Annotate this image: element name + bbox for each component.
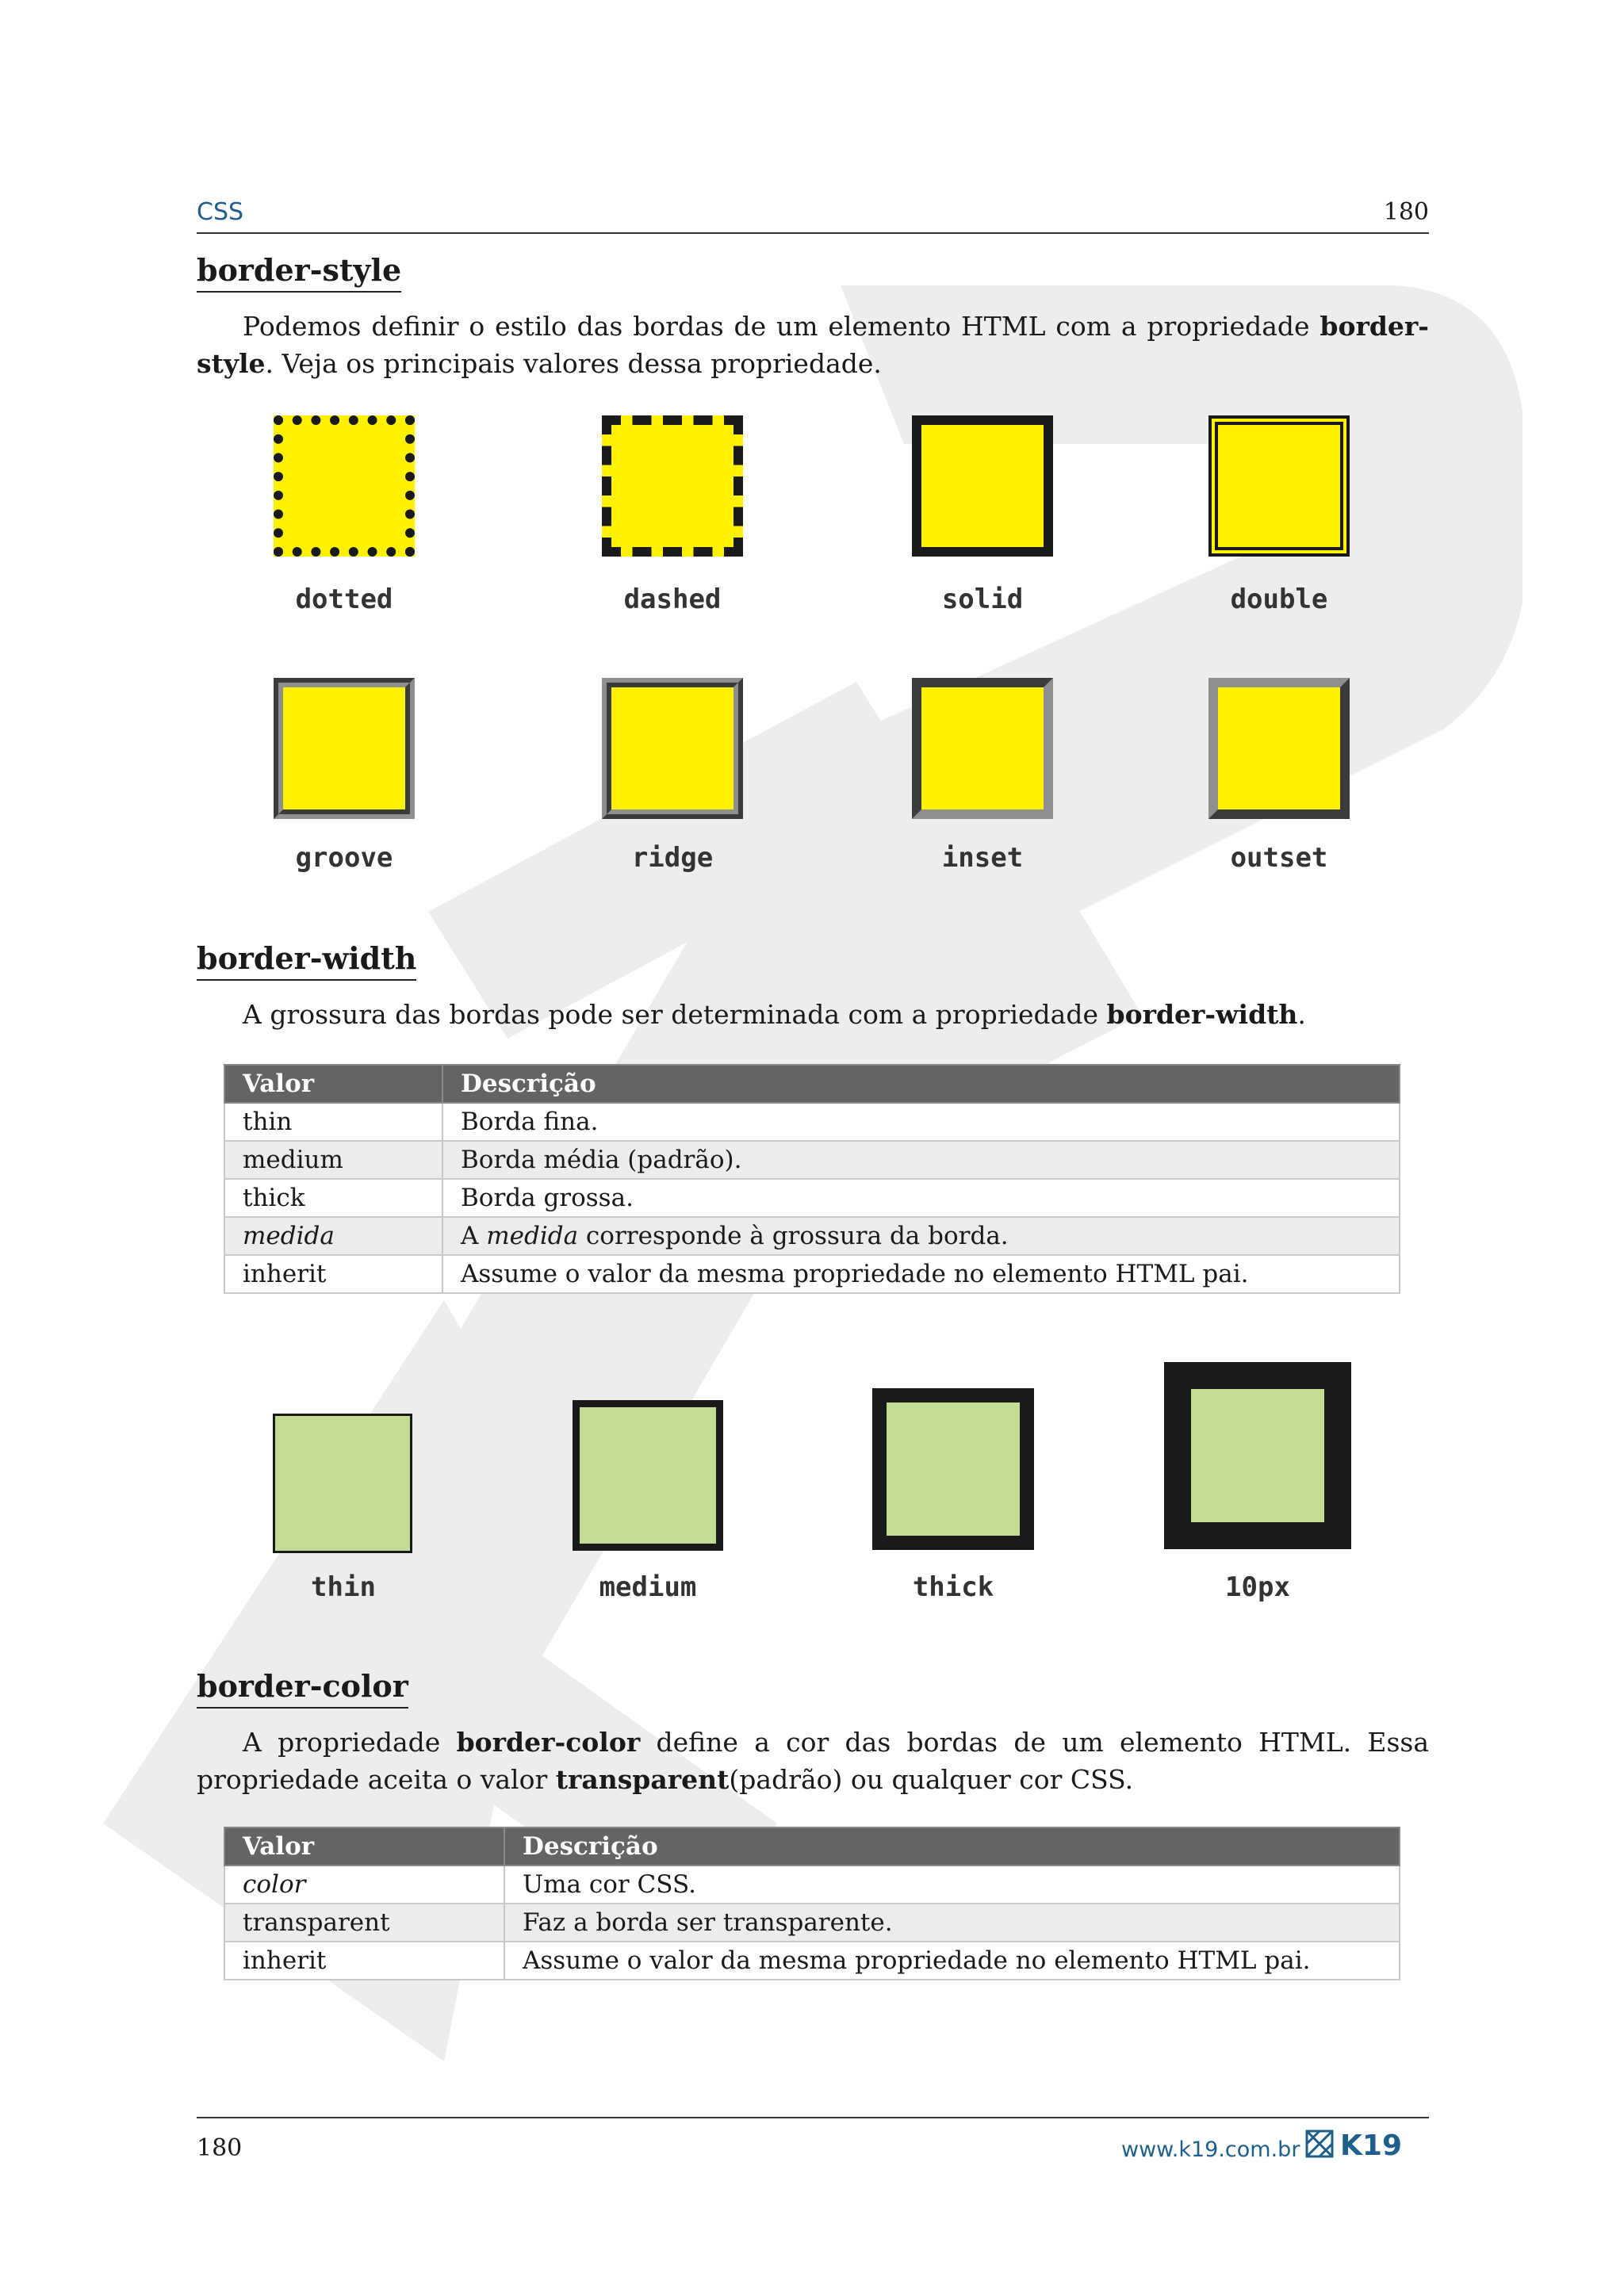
cell-value: inherit	[224, 1255, 442, 1293]
box-inset	[912, 678, 1053, 819]
header-rule	[197, 232, 1429, 234]
label-dashed: dashed	[623, 584, 722, 615]
cell-value: thin	[224, 1103, 442, 1141]
cell-value: color	[224, 1866, 504, 1904]
box-10px	[1164, 1362, 1351, 1549]
box-medium	[573, 1400, 723, 1551]
label-outset: outset	[1230, 842, 1328, 874]
text: corresponde à grossura da borda.	[578, 1222, 1009, 1250]
label-thick: thick	[912, 1571, 994, 1603]
cell-value: medida	[224, 1217, 442, 1255]
footer-url-link[interactable]: www.k19.com.br	[1121, 2137, 1300, 2162]
table-row	[224, 1866, 1400, 1904]
header-descricao: Descrição	[442, 1065, 1400, 1103]
table-row	[224, 1904, 1400, 1942]
box-dotted	[274, 415, 415, 557]
k19-logo-icon	[1305, 2128, 1429, 2160]
box-thick	[872, 1388, 1034, 1550]
section-title-border-style	[197, 252, 401, 293]
section-title-text: border-width	[197, 940, 417, 976]
bold-term: transparent	[555, 1764, 730, 1795]
text: define a cor das bordas de um elemento HTML. Essa propriedade aceita o valor	[197, 1727, 1430, 1795]
border-style-paragraph	[197, 308, 1429, 382]
footer-rule	[197, 2117, 1429, 2118]
label-inset: inset	[941, 842, 1024, 874]
cell-desc: Borda média (padrão).	[442, 1141, 1400, 1179]
section-title-text: border-style	[197, 252, 402, 288]
text: Podemos definir o estilo das bordas de um elemento HTML com a propriedade	[243, 311, 1320, 342]
bold-term: border-color	[456, 1727, 641, 1758]
title-underline	[197, 291, 401, 293]
border-color-table	[224, 1827, 1400, 1980]
table-row	[224, 1217, 1400, 1255]
title-underline	[197, 1707, 408, 1709]
text: A propriedade	[243, 1727, 457, 1758]
text: . Veja os principais valores dessa propriedade.	[265, 348, 882, 379]
cell-value: inherit	[224, 1942, 504, 1980]
logo-text: K19	[1340, 2130, 1402, 2160]
label-ridge: ridge	[631, 842, 714, 874]
border-color-paragraph	[197, 1724, 1429, 1798]
box-outset	[1208, 678, 1350, 819]
box-ridge	[602, 678, 743, 819]
text: .	[1297, 999, 1306, 1030]
label-thin: thin	[311, 1571, 376, 1603]
table-row	[224, 1103, 1400, 1141]
label-solid: solid	[941, 584, 1024, 615]
table-row	[224, 1942, 1400, 1980]
table-row	[224, 1179, 1400, 1217]
text: (padrão) ou qualquer cor CSS.	[729, 1764, 1134, 1795]
section-title-border-width	[197, 940, 416, 981]
table-row	[224, 1255, 1400, 1293]
label-10px: 10px	[1225, 1571, 1290, 1603]
cell-desc: Borda grossa.	[442, 1179, 1400, 1217]
table-header-row	[224, 1827, 1400, 1866]
cell-desc: Borda fina.	[442, 1103, 1400, 1141]
cell-desc	[442, 1217, 1400, 1255]
box-groove	[274, 678, 415, 819]
cell-desc: Faz a borda ser transparente.	[504, 1904, 1400, 1942]
border-width-paragraph	[197, 996, 1429, 1033]
label-medium: medium	[599, 1571, 697, 1603]
text: A	[461, 1222, 487, 1250]
bold-term: border-width	[1106, 999, 1298, 1030]
cell-desc: Assume o valor da mesma propriedade no elemento HTML pai.	[442, 1255, 1400, 1293]
title-underline	[197, 979, 416, 981]
running-header-chapter: CSS	[197, 198, 244, 226]
table-header-row	[224, 1065, 1400, 1103]
text: A grossura das bordas pode ser determinada com a propriedade	[243, 999, 1107, 1030]
label-double: double	[1230, 584, 1328, 615]
cell-value: medium	[224, 1141, 442, 1179]
cell-desc: Assume o valor da mesma propriedade no elemento HTML pai.	[504, 1942, 1400, 1980]
box-double	[1208, 415, 1350, 557]
section-title-text: border-color	[197, 1668, 408, 1704]
cell-desc: Uma cor CSS.	[504, 1866, 1400, 1904]
footer-page-number: 180	[197, 2134, 243, 2162]
bold-term: border-style	[197, 311, 1429, 379]
label-groove: groove	[295, 842, 393, 874]
table-row	[224, 1141, 1400, 1179]
cell-value: transparent	[224, 1904, 504, 1942]
box-solid	[912, 415, 1053, 557]
header-valor: Valor	[224, 1065, 442, 1103]
border-width-table	[224, 1064, 1400, 1294]
box-thin	[273, 1414, 412, 1553]
running-header-page: 180	[1383, 198, 1429, 226]
header-descricao: Descrição	[504, 1827, 1400, 1866]
label-dotted: dotted	[295, 584, 393, 615]
italic-term: medida	[486, 1222, 579, 1250]
section-title-border-color	[197, 1668, 408, 1709]
cell-value: thick	[224, 1179, 442, 1217]
header-valor: Valor	[224, 1827, 504, 1866]
box-dashed	[602, 415, 743, 557]
